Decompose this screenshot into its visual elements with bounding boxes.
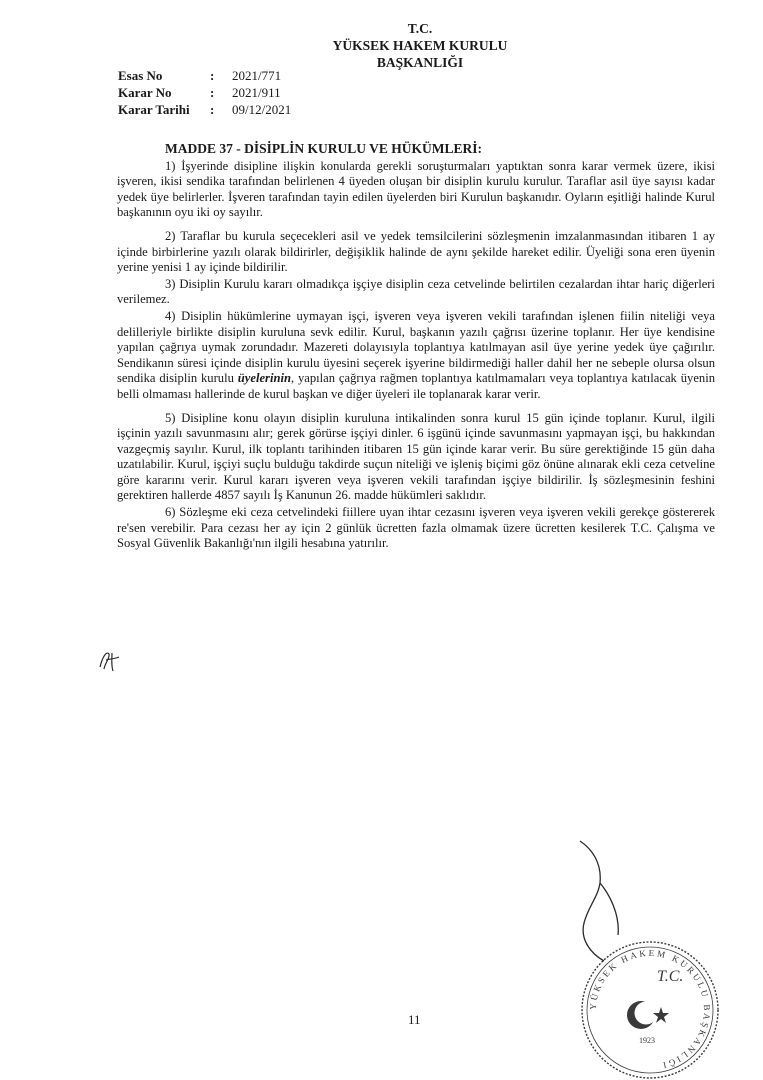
paragraph-4-part-1: 4) Disiplin hükümlerine uymayan işçi, işveren veya işveren vekili tarafından işlenen fiilin niteliği veya delilleriyle birlikte disiplin kuruluna sevk edilir. Kurul, başkanın yazılı çağrısı üzerine toplanır. Her üye kendisine yapılan çağrıya uymak zorundadır. Mazereti dolayısıyla toplantıya katılmayan asil üye yerine yedek üye çağırılır. Sendikanın süresi içinde disiplin kurulu üyesini seçerek işyerine bildirmediği haller dahil her ne sebeple olursa olsun sendika disiplin kurulu: [117, 308, 715, 386]
meta-value: 2021/771: [232, 68, 282, 83]
meta-separator: :: [210, 102, 215, 117]
margin-initial-mark: [97, 645, 123, 673]
meta-label: Karar Tarihi: [118, 102, 190, 117]
document-header: [290, 20, 550, 71]
header-line-tc: T.C.: [407, 21, 433, 36]
paragraph-5: 5) Disipline konu olayın disiplin kuruluna intikalinden sonra kurul 15 gün içinde toplanır. Kurul, ilgili işçinin yazılı savunmasını alır; gerek görürse işçiyi dinler. 6 işgünü içinde savunmasını yapmayan işçi, bu hakkından vazgeçmiş sayılır. Kurul, ilk toplantı tarihinden itibaren 15 gün içinde karar verir. Bu süre gerektiğinde 15 gün daha uzatılabilir. Kurul, işçiyi suçlu bulduğu takdirde suçun niteliği ve işleniş biçimi göz önüne alınarak ekli ceza cetveline göre kararını verir. Kurul kararı işveren veya işveren vekili tarafından işçiye bildirilir. İş sözleşmesinin feshini gerektiren hallerde 4857 sayılı İş Kanunun 26. madde hükümleri saklıdır.: [117, 410, 715, 503]
case-metadata: [118, 67, 291, 118]
paragraph-3: 3) Disiplin Kurulu kararı olmadıkça işçiye disiplin ceza cetvelinde belirtilen cezalardan ihtar hariç diğerleri verilemez.: [117, 276, 715, 307]
paragraph-1: 1) İşyerinde disipline ilişkin konularda gerekli soruşturmaları yaptıktan sonra karar vermek üzere, ikisi işveren, ikisi sendika tarafından belirlenen 4 üyeden oluşan bir disiplin kurulu kurulur. Taraflar asil üye sayısı kadar yedek üye belirlerler. İşveren tarafından tayin edilen üyelerden biri Kurulun başkanıdır. Oyların eşitliği halinde Kurul başkanının oyu iki oy sayılır.: [117, 158, 715, 220]
seal-ring-text: YÜKSEK HAKEM KURULU BAŞKANLIĞI: [587, 947, 713, 1071]
meta-label: Karar No: [118, 85, 172, 100]
meta-row-karar-no: [118, 84, 291, 101]
seal-year: 1923: [639, 1036, 655, 1045]
meta-separator: :: [210, 68, 215, 83]
paragraph-4-part-2: , yapılan çağrıya rağmen toplantıya katılmamaları veya toplantıya katılacak üyenin belli olmaması hallerinde de kurul başkan ve diğer üyeleri ile toplanarak karar verir.: [117, 371, 715, 401]
meta-label: Esas No: [118, 68, 163, 83]
article-title: MADDE 37 - DİSİPLİN KURULU VE HÜKÜMLERİ:: [165, 141, 483, 156]
page-number: 11: [408, 1012, 421, 1027]
meta-value: 09/12/2021: [232, 102, 292, 117]
paragraph-4: [117, 309, 715, 403]
article-37: [117, 141, 715, 553]
meta-value: 2021/911: [232, 85, 281, 100]
official-seal: [575, 935, 725, 1080]
seal-top-text: T.C.: [657, 968, 684, 985]
paragraph-4-emphasis: üyelerinin: [237, 371, 291, 386]
meta-separator: :: [210, 85, 215, 100]
paragraph-2: 2) Taraflar bu kurula seçecekleri asil ve yedek temsilcilerini sözleşmenin imzalanmasından itibaren 1 ay içinde birbirlerine yazılı olarak bildirirler, değişiklik halinde de aynı şekilde hareket edilir. Üyeliği sona eren üyenin yerine yenisi 1 ay içinde bildirilir.: [117, 228, 715, 275]
meta-row-karar-tarihi: [118, 101, 291, 118]
header-line-institution: YÜKSEK HAKEM KURULU: [332, 38, 508, 53]
meta-row-esas-no: [118, 67, 291, 84]
header-line-presidency: BAŞKANLIĞI: [376, 55, 464, 70]
paragraph-6: 6) Sözleşme eki ceza cetvelindeki fiillere uyan ihtar cezasını işveren veya işveren vekili gerekçe göstererek re'sen verebilir. Para cezası her ay için 2 günlük ücretten fazla olmamak üzere ücretten kesilerek T.C. Çalışma ve Sosyal Güvenlik Bakanlığı'nın ilgili hesabına yatırılır.: [117, 505, 715, 551]
